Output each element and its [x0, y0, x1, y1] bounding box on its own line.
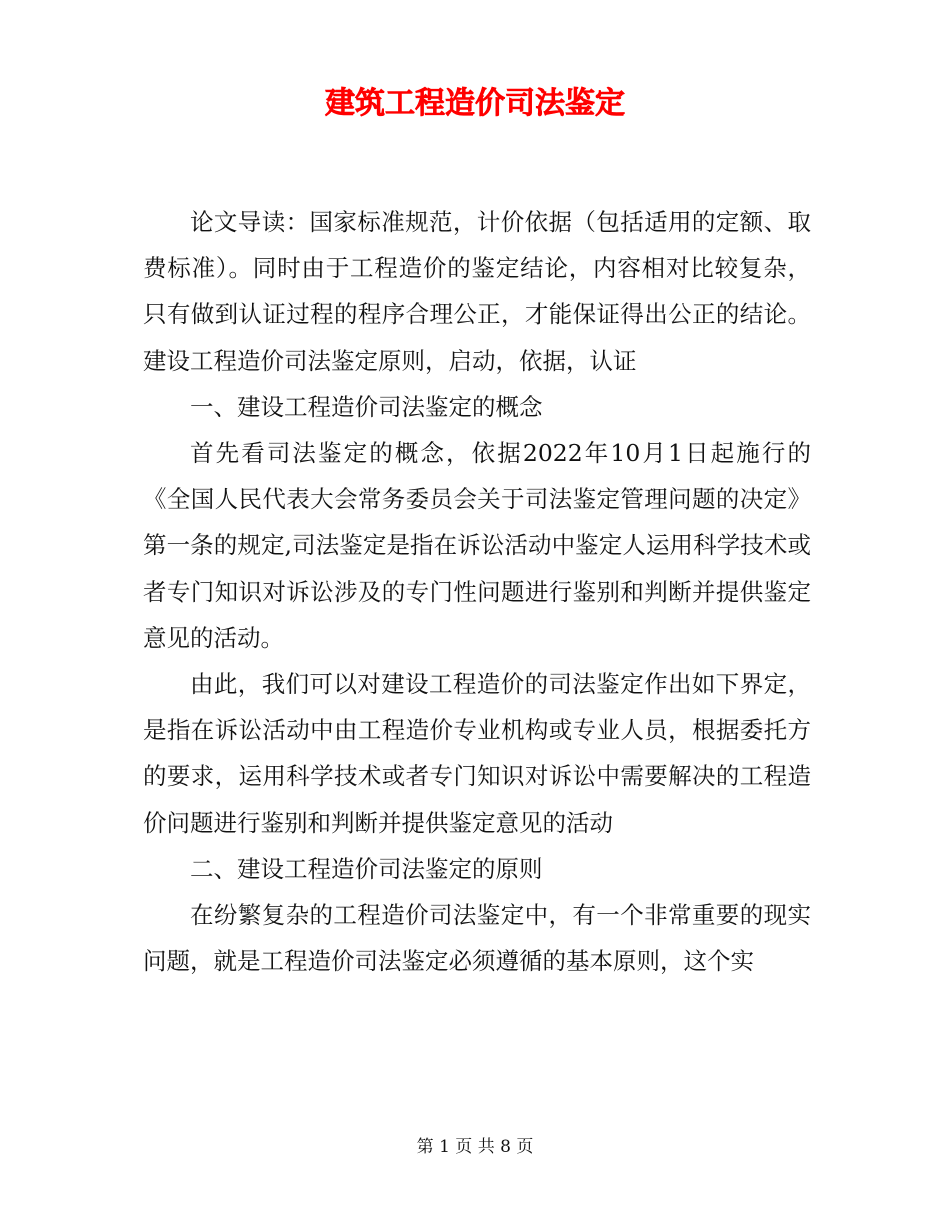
- paragraph-intro: 论文导读：国家标准规范，计价依据（包括适用的定额、取费标准）。同时由于工程造价的鉴定结论，内容相对比较复杂，只有做到认证过程的程序合理公正，才能保证得出公正的结论。建设工程造价司法鉴定原则，启动，依据，认证: [143, 208, 811, 375]
- section-heading-concept: 一、建设工程造价司法鉴定的概念: [190, 392, 543, 421]
- paragraph-principles: 在纷繁复杂的工程造价司法鉴定中，有一个非常重要的现实问题，就是工程造价司法鉴定必须遵循的基本原则，这个实: [143, 901, 811, 976]
- paragraph-concept: 首先看司法鉴定的概念，依据2022年10月1日起施行的《全国人民代表大会常务委员会关于司法鉴定管理问题的决定》第一条的规定,司法鉴定是指在诉讼活动中鉴定人运用科学技术或者专门知识对诉讼涉及的专门性问题进行鉴别和判断并提供鉴定意见的活动。: [143, 439, 811, 652]
- section-heading-principles: 二、建设工程造价司法鉴定的原则: [190, 854, 543, 883]
- document-body: [143, 199, 811, 984]
- page-footer: 第 1 页 共 8 页: [416, 1137, 534, 1157]
- paragraph-definition: 由此，我们可以对建设工程造价的司法鉴定作出如下界定，是指在诉讼活动中由工程造价专业机构或专业人员，根据委托方的要求，运用科学技术或者专门知识对诉讼中需要解决的工程造价问题进行鉴别和判断并提供鉴定意见的活动: [143, 670, 811, 837]
- document-title: 建筑工程造价司法鉴定: [325, 86, 625, 121]
